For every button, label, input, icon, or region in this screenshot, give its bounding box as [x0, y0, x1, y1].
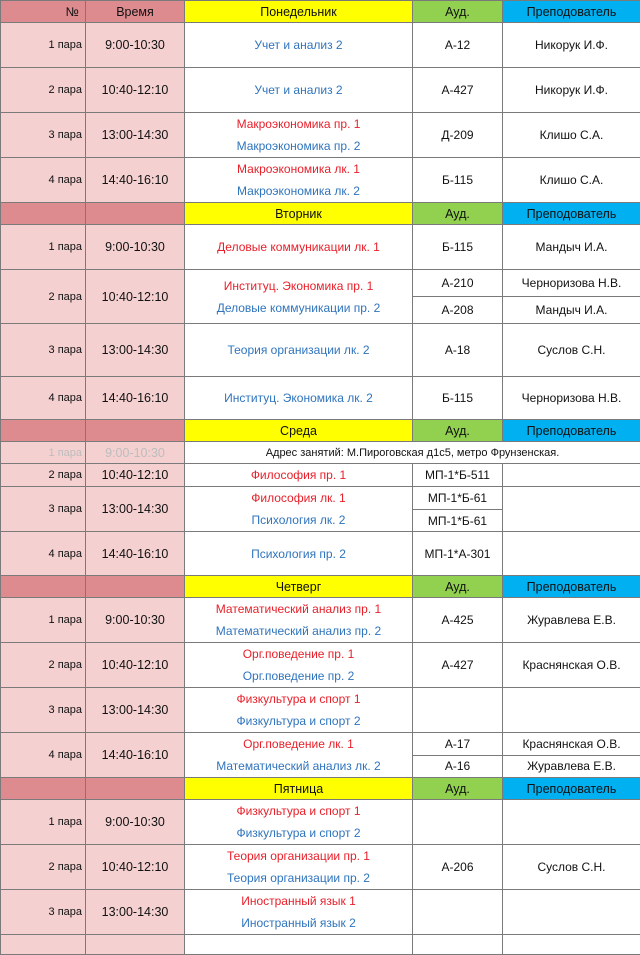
- pair-number: 4 пара: [1, 733, 86, 778]
- teacher: [503, 487, 640, 532]
- table-row: [1, 270, 640, 297]
- pair-number: 3 пара: [1, 487, 86, 532]
- day-header-tuesday: [1, 203, 640, 225]
- subject-cell: [185, 643, 413, 688]
- room: Б-115: [413, 158, 503, 203]
- subject-name: Орг.поведение лк. 1: [187, 733, 410, 755]
- day-header-friday: [1, 778, 640, 800]
- day-header-thursday: [1, 576, 640, 598]
- teacher: Суслов С.Н.: [503, 845, 640, 890]
- subject-name: Философия пр. 1: [187, 464, 410, 486]
- header-time: [86, 420, 185, 442]
- room: МП-1*Б-61: [413, 487, 503, 510]
- day-name: Вторник: [185, 203, 413, 225]
- room: А-17: [413, 733, 503, 756]
- teacher: Черноризова Н.В.: [503, 377, 640, 420]
- teacher: Суслов С.Н.: [503, 324, 640, 377]
- day-header-monday: [1, 1, 640, 23]
- teacher: Мандыч И.А.: [503, 225, 640, 270]
- subject-cell: [185, 935, 413, 955]
- pair-number: 4 пара: [1, 377, 86, 420]
- table-row: [1, 598, 640, 643]
- header-aud: Ауд.: [413, 420, 503, 442]
- table-row: [1, 113, 640, 158]
- subject-name: Макроэкономика лк. 2: [187, 180, 410, 202]
- pair-time: 9:00-10:30: [86, 598, 185, 643]
- teacher: Краснянская О.В.: [503, 643, 640, 688]
- pair-time: 14:40-16:10: [86, 377, 185, 420]
- pair-time: 14:40-16:10: [86, 158, 185, 203]
- pair-time: 13:00-14:30: [86, 890, 185, 935]
- pair-time: 13:00-14:30: [86, 113, 185, 158]
- table-row: [1, 324, 640, 377]
- pair-number: 4 пара: [1, 158, 86, 203]
- table-row: [1, 225, 640, 270]
- teacher: Никорук И.Ф.: [503, 23, 640, 68]
- class-address: Адрес занятий: М.Пироговская д1с5, метро Фрунзенская.: [185, 442, 640, 464]
- teacher: Черноризова Н.В.: [503, 270, 640, 297]
- pair-number: 1 пара: [1, 23, 86, 68]
- subject-name: Физкультура и спорт 2: [187, 822, 410, 844]
- room: [413, 890, 503, 935]
- header-time: [86, 203, 185, 225]
- teacher: Краснянская О.В.: [503, 733, 640, 756]
- subject-cell: [185, 270, 413, 324]
- pair-time: 9:00-10:30: [86, 23, 185, 68]
- pair-time: 10:40-12:10: [86, 464, 185, 487]
- subject-name: Физкультура и спорт 1: [187, 800, 410, 822]
- room: А-18: [413, 324, 503, 377]
- subject-name: Деловые коммуникации пр. 2: [187, 297, 410, 319]
- room: А-427: [413, 68, 503, 113]
- subject-name: Психология пр. 2: [187, 543, 410, 565]
- pair-time: 14:40-16:10: [86, 733, 185, 778]
- room: А-12: [413, 23, 503, 68]
- pair-number: 3 пара: [1, 688, 86, 733]
- teacher: Журавлева Е.В.: [503, 598, 640, 643]
- subject-name: Деловые коммуникации лк. 1: [187, 236, 410, 258]
- header-num: №: [1, 1, 86, 23]
- teacher: Клишо С.А.: [503, 158, 640, 203]
- subject-name: Институц. Экономика пр. 1: [187, 275, 410, 297]
- subject-name: Иностранный язык 2: [187, 912, 410, 934]
- pair-number: 2 пара: [1, 845, 86, 890]
- subject-cell: [185, 845, 413, 890]
- subject-cell: [185, 733, 413, 778]
- header-teacher: Преподователь: [503, 778, 640, 800]
- header-aud: Ауд.: [413, 1, 503, 23]
- header-num: [1, 576, 86, 598]
- table-row: [1, 23, 640, 68]
- subject-name: Иностранный язык 1: [187, 890, 410, 912]
- subject-cell: [185, 68, 413, 113]
- pair-number: 1 пара: [1, 225, 86, 270]
- pair-number: 3 пара: [1, 324, 86, 377]
- teacher: [503, 890, 640, 935]
- table-row: [1, 733, 640, 756]
- table-row: [1, 442, 640, 464]
- pair-number: 1 пара: [1, 800, 86, 845]
- subject-name: Теория организации пр. 2: [187, 867, 410, 889]
- pair-number: 2 пара: [1, 643, 86, 688]
- header-teacher: Преподователь: [503, 1, 640, 23]
- teacher: [503, 800, 640, 845]
- pair-number: 2 пара: [1, 270, 86, 324]
- day-header-wednesday: [1, 420, 640, 442]
- day-name: Понедельник: [185, 1, 413, 23]
- subject-cell: [185, 377, 413, 420]
- subject-name: Теория организации пр. 1: [187, 845, 410, 867]
- pair-number: 2 пара: [1, 464, 86, 487]
- pair-time: 10:40-12:10: [86, 845, 185, 890]
- table-row: [1, 158, 640, 203]
- subject-cell: [185, 688, 413, 733]
- room: МП-1*Б-61: [413, 510, 503, 532]
- pair-time: 9:00-10:30: [86, 225, 185, 270]
- header-num: [1, 420, 86, 442]
- table-row: [1, 643, 640, 688]
- day-name: Среда: [185, 420, 413, 442]
- table-row: [1, 688, 640, 733]
- subject-name: Орг.поведение пр. 2: [187, 665, 410, 687]
- pair-time: 14:40-16:10: [86, 532, 185, 576]
- subject-name: Психология лк. 2: [187, 509, 410, 531]
- subject-name: Физкультура и спорт 1: [187, 688, 410, 710]
- subject-cell: [185, 890, 413, 935]
- header-aud: Ауд.: [413, 576, 503, 598]
- teacher: Никорук И.Ф.: [503, 68, 640, 113]
- subject-cell: [185, 324, 413, 377]
- table-row: [1, 68, 640, 113]
- subject-cell: [185, 800, 413, 845]
- pair-number: [1, 935, 86, 955]
- table-row: [1, 890, 640, 935]
- teacher: Мандыч И.А.: [503, 297, 640, 324]
- room: А-206: [413, 845, 503, 890]
- subject-cell: [185, 225, 413, 270]
- day-name: Пятница: [185, 778, 413, 800]
- pair-time: 13:00-14:30: [86, 487, 185, 532]
- room: МП-1*А-301: [413, 532, 503, 576]
- subject-name: Учет и анализ 2: [187, 79, 410, 101]
- day-name: Четверг: [185, 576, 413, 598]
- teacher: Клишо С.А.: [503, 113, 640, 158]
- subject-cell: [185, 598, 413, 643]
- subject-name: Институц. Экономика лк. 2: [187, 387, 410, 409]
- teacher: [503, 464, 640, 487]
- subject-name: Макроэкономика пр. 1: [187, 113, 410, 135]
- pair-number: 4 пара: [1, 532, 86, 576]
- subject-name: Макроэкономика лк. 1: [187, 158, 410, 180]
- pair-time: 10:40-12:10: [86, 270, 185, 324]
- header-teacher: Преподователь: [503, 203, 640, 225]
- pair-number: 1 пара: [1, 442, 86, 464]
- room: А-210: [413, 270, 503, 297]
- room: А-425: [413, 598, 503, 643]
- room: [413, 688, 503, 733]
- subject-name: Учет и анализ 2: [187, 34, 410, 56]
- header-num: [1, 778, 86, 800]
- subject-name: Философия лк. 1: [187, 487, 410, 509]
- teacher: [503, 688, 640, 733]
- subject-name: Теория организации лк. 2: [187, 339, 410, 361]
- teacher: [503, 532, 640, 576]
- subject-cell: [185, 113, 413, 158]
- header-aud: Ауд.: [413, 778, 503, 800]
- subject-cell: [185, 158, 413, 203]
- header-aud: Ауд.: [413, 203, 503, 225]
- room: А-427: [413, 643, 503, 688]
- room: [413, 800, 503, 845]
- header-num: [1, 203, 86, 225]
- subject-name: Орг.поведение пр. 1: [187, 643, 410, 665]
- pair-time: 10:40-12:10: [86, 68, 185, 113]
- subject-name: Макроэкономика пр. 2: [187, 135, 410, 157]
- header-time: [86, 576, 185, 598]
- room: Б-115: [413, 377, 503, 420]
- subject-cell: [185, 532, 413, 576]
- pair-time: 13:00-14:30: [86, 688, 185, 733]
- subject-name: Физкультура и спорт 2: [187, 710, 410, 732]
- table-row: [1, 935, 640, 955]
- table-row: [1, 800, 640, 845]
- table-row: [1, 532, 640, 576]
- subject-name: Математический анализ пр. 2: [187, 620, 410, 642]
- teacher: Журавлева Е.В.: [503, 755, 640, 778]
- room: МП-1*Б-511: [413, 464, 503, 487]
- header-time: [86, 778, 185, 800]
- pair-time: 9:00-10:30: [86, 442, 185, 464]
- table-row: [1, 845, 640, 890]
- subject-name: Математический анализ лк. 2: [187, 755, 410, 777]
- pair-time: 10:40-12:10: [86, 643, 185, 688]
- subject-cell: [185, 23, 413, 68]
- pair-time: 9:00-10:30: [86, 800, 185, 845]
- subject-name: Математический анализ пр. 1: [187, 598, 410, 620]
- pair-number: 3 пара: [1, 113, 86, 158]
- pair-number: 1 пара: [1, 598, 86, 643]
- pair-time: 13:00-14:30: [86, 324, 185, 377]
- room: А-16: [413, 755, 503, 778]
- room: Д-209: [413, 113, 503, 158]
- room: [413, 935, 503, 955]
- table-row: [1, 377, 640, 420]
- subject-cell: [185, 464, 413, 487]
- teacher: [503, 935, 640, 955]
- header-time: Время: [86, 1, 185, 23]
- room: А-208: [413, 297, 503, 324]
- pair-number: 2 пара: [1, 68, 86, 113]
- subject-cell: [185, 487, 413, 532]
- header-teacher: Преподователь: [503, 576, 640, 598]
- header-teacher: Преподователь: [503, 420, 640, 442]
- table-row: [1, 464, 640, 487]
- table-row: [1, 487, 640, 510]
- room: Б-115: [413, 225, 503, 270]
- pair-time: [86, 935, 185, 955]
- pair-number: 3 пара: [1, 890, 86, 935]
